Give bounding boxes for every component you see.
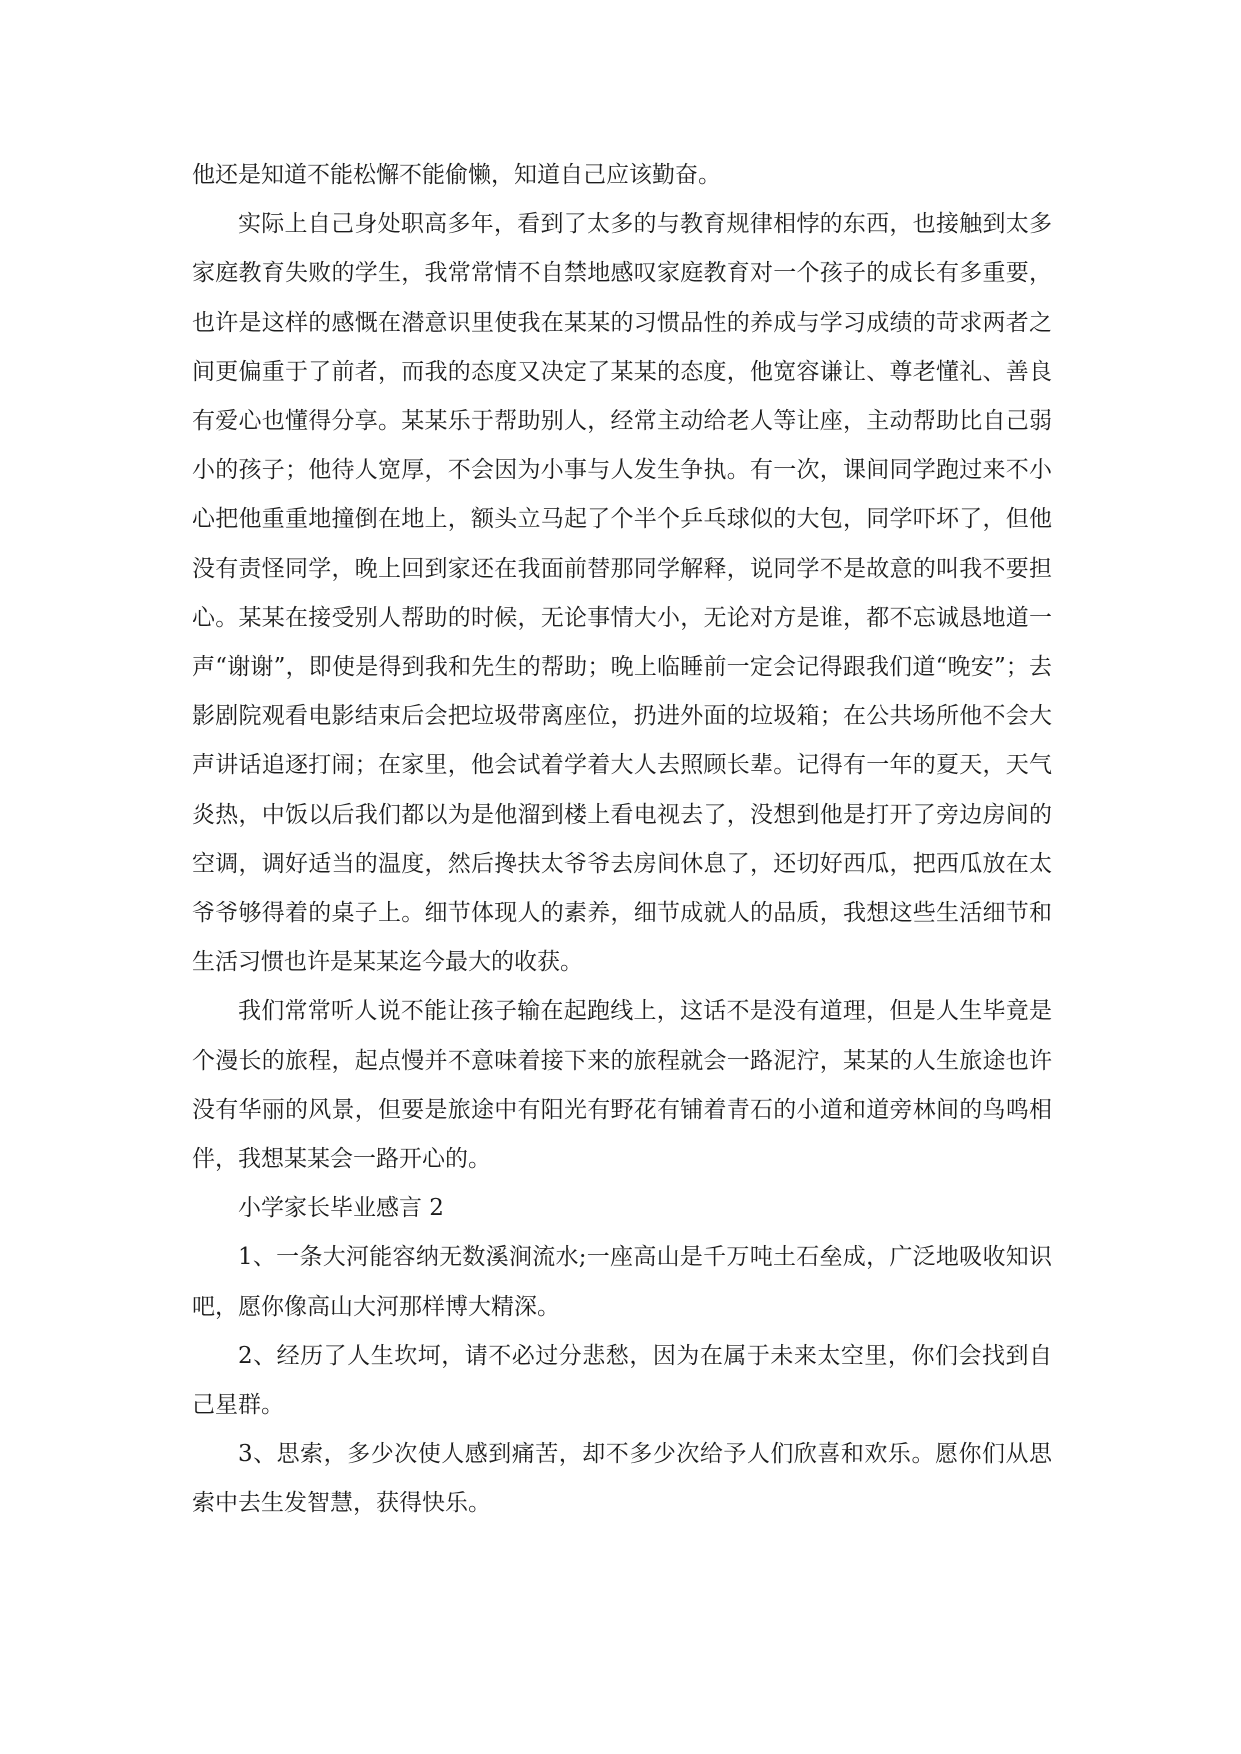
list-item-2: 2、经历了人生坎坷，请不必过分悲愁，因为在属于未来太空里，你们会找到自己星群。 — [192, 1342, 1052, 1419]
paragraph-family-education: 实际上自己身处职高多年，看到了太多的与教育规律相悖的东西，也接触到太多家庭教育失败的学生，我常常情不自禁地感叹家庭教育对一个孩子的成长有多重要，也许是这样的感慨在潜意识里使我在某某的习惯品性的养成与学习成绩的苛求两者之间更偏重于了前者，而我的态度又决定了某某的态度，他宽容谦让、尊老懂礼、善良有爱心也懂得分享。某某乐于帮助别人，经常主动给老人等让座，主动帮助比自己弱小的孩子；他待人宽厚，不会因为小事与人发生争执。有一次，课间同学跑过来不小心把他重重地撞倒在地上，额头立马起了个半个乒乓球似的大包，同学吓坏了，但他没有责怪同学，晚上回到家还在我面前替那同学解释，说同学不是故意的叫我不要担心。某某在接受别人帮助的时候，无论事情大小，无论对方是谁，都不忘诚恳地道一声“谢谢”，即使是得到我和先生的帮助；晚上临睡前一定会记得跟我们道“晚安”；去影剧院观看电影结束后会把垃圾带离座位，扔进外面的垃圾箱；在公共场所他不会大声讲话追逐打闹；在家里，他会试着学着大人去照顾长辈。记得有一年的夏天，天气炎热，中饭以后我们都以为是他溜到楼上看电视去了，没想到他是打开了旁边房间的空调，调好适当的温度，然后搀扶太爷爷去房间休息了，还切好西瓜，把西瓜放在太爷爷够得着的桌子上。细节体现人的素养，细节成就人的品质，我想这些生活细节和生活习惯也许是某某迄今最大的收获。 — [192, 211, 1052, 976]
paragraph-starting-line: 我们常常听人说不能让孩子输在起跑线上，这话不是没有道理，但是人生毕竟是个漫长的旅程，起点慢并不意味着接下来的旅程就会一路泥泞，某某的人生旅途也许没有华丽的风景，但要是旅途中有阳光有野花有铺着青石的小道和道旁林间的鸟鸣相伴，我想某某会一路开心的。 — [192, 998, 1052, 1173]
list-item-3: 3、思索，多少次使人感到痛苦，却不多少次给予人们欣喜和欢乐。愿你们从思索中去生发智慧，获得快乐。 — [192, 1441, 1052, 1517]
list-item-1: 1、一条大河能容纳无数溪涧流水;一座高山是千万吨土石垒成，广泛地吸收知识吧，愿你像高山大河那样博大精深。 — [192, 1244, 1052, 1320]
document-page — [192, 151, 1052, 1529]
section-heading: 小学家长毕业感言 2 — [238, 1195, 444, 1222]
paragraph-continuation: 他还是知道不能松懈不能偷懒，知道自己应该勤奋。 — [192, 162, 721, 188]
